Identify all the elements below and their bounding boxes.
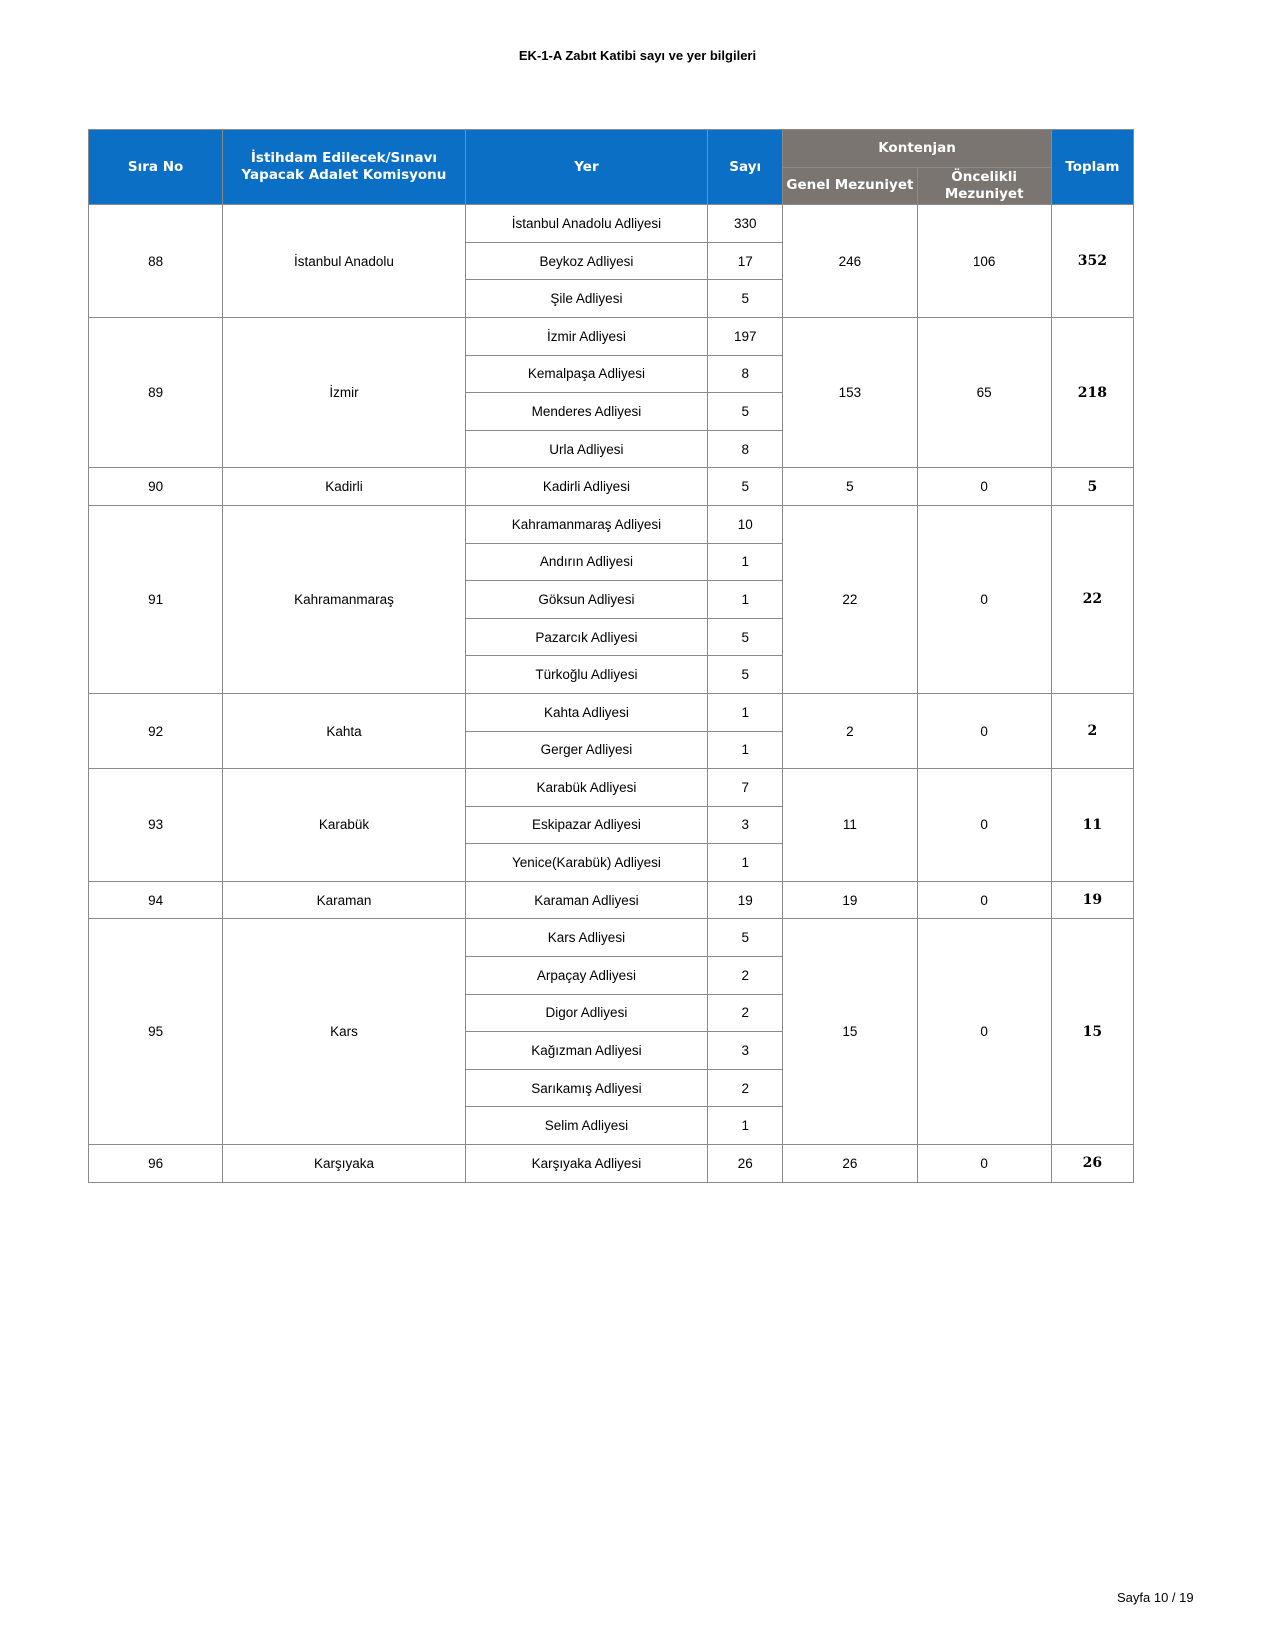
header-oncelikli-mezuniyet: Öncelikli Mezuniyet xyxy=(917,167,1051,205)
sayi-cell: 1 xyxy=(708,543,783,581)
genel-mezuniyet-cell: 5 xyxy=(783,468,917,506)
yer-cell: Kağızman Adliyesi xyxy=(465,1032,707,1070)
komisyon-cell: Kahramanmaraş xyxy=(223,505,465,693)
yer-cell: Şile Adliyesi xyxy=(465,280,707,318)
table-header xyxy=(89,130,1134,205)
sayi-cell: 10 xyxy=(708,505,783,543)
toplam-cell: 352 xyxy=(1051,205,1133,318)
sayi-cell: 5 xyxy=(708,656,783,694)
sayi-cell: 8 xyxy=(708,355,783,393)
table-row xyxy=(89,693,1134,731)
oncelikli-mezuniyet-cell: 0 xyxy=(917,881,1051,919)
sayi-cell: 330 xyxy=(708,205,783,243)
yer-cell: Beykoz Adliyesi xyxy=(465,242,707,280)
yer-cell: Kars Adliyesi xyxy=(465,919,707,957)
sayi-cell: 19 xyxy=(708,881,783,919)
header-kontenjan: Kontenjan xyxy=(783,130,1052,168)
sayi-cell: 1 xyxy=(708,731,783,769)
genel-mezuniyet-cell: 2 xyxy=(783,693,917,768)
sayi-cell: 5 xyxy=(708,393,783,431)
yer-cell: Kadirli Adliyesi xyxy=(465,468,707,506)
toplam-cell: 19 xyxy=(1051,881,1133,919)
yer-cell: Selim Adliyesi xyxy=(465,1107,707,1145)
yer-cell: Yenice(Karabük) Adliyesi xyxy=(465,844,707,882)
genel-mezuniyet-cell: 153 xyxy=(783,317,917,467)
yer-cell: Arpaçay Adliyesi xyxy=(465,957,707,995)
yer-cell: Sarıkamış Adliyesi xyxy=(465,1069,707,1107)
table-row xyxy=(89,317,1134,355)
toplam-cell: 15 xyxy=(1051,919,1133,1145)
oncelikli-mezuniyet-cell: 0 xyxy=(917,468,1051,506)
yer-cell: Kemalpaşa Adliyesi xyxy=(465,355,707,393)
sayi-cell: 1 xyxy=(708,1107,783,1145)
sayi-cell: 2 xyxy=(708,957,783,995)
sira-no-cell: 95 xyxy=(89,919,223,1145)
sayi-cell: 8 xyxy=(708,430,783,468)
yer-cell: Eskipazar Adliyesi xyxy=(465,806,707,844)
header-komisyon: İstihdam Edilecek/Sınavı Yapacak Adalet Komisyonu xyxy=(223,130,465,205)
yer-cell: Pazarcık Adliyesi xyxy=(465,618,707,656)
yer-cell: İstanbul Anadolu Adliyesi xyxy=(465,205,707,243)
komisyon-cell: İzmir xyxy=(223,317,465,467)
toplam-cell: 218 xyxy=(1051,317,1133,467)
yer-cell: Menderes Adliyesi xyxy=(465,393,707,431)
table-row xyxy=(89,468,1134,506)
toplam-cell: 11 xyxy=(1051,769,1133,882)
sayi-cell: 3 xyxy=(708,1032,783,1070)
genel-mezuniyet-cell: 19 xyxy=(783,881,917,919)
table-row xyxy=(89,919,1134,957)
sayi-cell: 5 xyxy=(708,919,783,957)
komisyon-cell: Kahta xyxy=(223,693,465,768)
header-sayi: Sayı xyxy=(708,130,783,205)
genel-mezuniyet-cell: 15 xyxy=(783,919,917,1145)
sayi-cell: 1 xyxy=(708,693,783,731)
komisyon-cell: Karaman xyxy=(223,881,465,919)
yer-cell: Kahta Adliyesi xyxy=(465,693,707,731)
oncelikli-mezuniyet-cell: 0 xyxy=(917,693,1051,768)
oncelikli-mezuniyet-cell: 106 xyxy=(917,205,1051,318)
table-row xyxy=(89,1145,1134,1183)
toplam-cell: 22 xyxy=(1051,505,1133,693)
komisyon-cell: Kadirli xyxy=(223,468,465,506)
sayi-cell: 1 xyxy=(708,581,783,619)
sayi-cell: 2 xyxy=(708,1069,783,1107)
komisyon-cell: Kars xyxy=(223,919,465,1145)
genel-mezuniyet-cell: 11 xyxy=(783,769,917,882)
page-number: Sayfa 10 / 19 xyxy=(1117,1590,1194,1605)
header-yer: Yer xyxy=(465,130,707,205)
sayi-cell: 17 xyxy=(708,242,783,280)
komisyon-cell: İstanbul Anadolu xyxy=(223,205,465,318)
sira-no-cell: 88 xyxy=(89,205,223,318)
genel-mezuniyet-cell: 22 xyxy=(783,505,917,693)
header-sira-no: Sıra No xyxy=(89,130,223,205)
oncelikli-mezuniyet-cell: 0 xyxy=(917,919,1051,1145)
yer-cell: Kahramanmaraş Adliyesi xyxy=(465,505,707,543)
header-toplam: Toplam xyxy=(1051,130,1133,205)
oncelikli-mezuniyet-cell: 0 xyxy=(917,1145,1051,1183)
sayi-cell: 7 xyxy=(708,769,783,807)
sira-no-cell: 93 xyxy=(89,769,223,882)
sira-no-cell: 96 xyxy=(89,1145,223,1183)
yer-cell: Karaman Adliyesi xyxy=(465,881,707,919)
oncelikli-mezuniyet-cell: 0 xyxy=(917,769,1051,882)
yer-cell: Urla Adliyesi xyxy=(465,430,707,468)
sayi-cell: 26 xyxy=(708,1145,783,1183)
toplam-cell: 2 xyxy=(1051,693,1133,768)
sayi-cell: 2 xyxy=(708,994,783,1032)
sira-no-cell: 90 xyxy=(89,468,223,506)
sayi-cell: 5 xyxy=(708,468,783,506)
oncelikli-mezuniyet-cell: 0 xyxy=(917,505,1051,693)
genel-mezuniyet-cell: 246 xyxy=(783,205,917,318)
sayi-cell: 197 xyxy=(708,317,783,355)
yer-cell: Türkoğlu Adliyesi xyxy=(465,656,707,694)
sayi-cell: 5 xyxy=(708,280,783,318)
table-row xyxy=(89,769,1134,807)
table-row xyxy=(89,505,1134,543)
sira-no-cell: 94 xyxy=(89,881,223,919)
toplam-cell: 26 xyxy=(1051,1145,1133,1183)
sayi-cell: 3 xyxy=(708,806,783,844)
header-genel-mezuniyet: Genel Mezuniyet xyxy=(783,167,917,205)
yer-cell: Gerger Adliyesi xyxy=(465,731,707,769)
genel-mezuniyet-cell: 26 xyxy=(783,1145,917,1183)
sayi-cell: 1 xyxy=(708,844,783,882)
document-title: EK-1-A Zabıt Katibi sayı ve yer bilgileri xyxy=(518,48,757,63)
toplam-cell: 5 xyxy=(1051,468,1133,506)
sira-no-cell: 89 xyxy=(89,317,223,467)
yer-cell: İzmir Adliyesi xyxy=(465,317,707,355)
sira-no-cell: 92 xyxy=(89,693,223,768)
komisyon-cell: Karşıyaka xyxy=(223,1145,465,1183)
table-body xyxy=(89,205,1134,1182)
sira-no-cell: 91 xyxy=(89,505,223,693)
table-row xyxy=(89,205,1134,243)
yer-cell: Karşıyaka Adliyesi xyxy=(465,1145,707,1183)
oncelikli-mezuniyet-cell: 65 xyxy=(917,317,1051,467)
yer-cell: Digor Adliyesi xyxy=(465,994,707,1032)
yer-cell: Andırın Adliyesi xyxy=(465,543,707,581)
table-row xyxy=(89,881,1134,919)
yer-cell: Karabük Adliyesi xyxy=(465,769,707,807)
yer-cell: Göksun Adliyesi xyxy=(465,581,707,619)
sayi-cell: 5 xyxy=(708,618,783,656)
komisyon-cell: Karabük xyxy=(223,769,465,882)
staff-table xyxy=(88,129,1134,1183)
